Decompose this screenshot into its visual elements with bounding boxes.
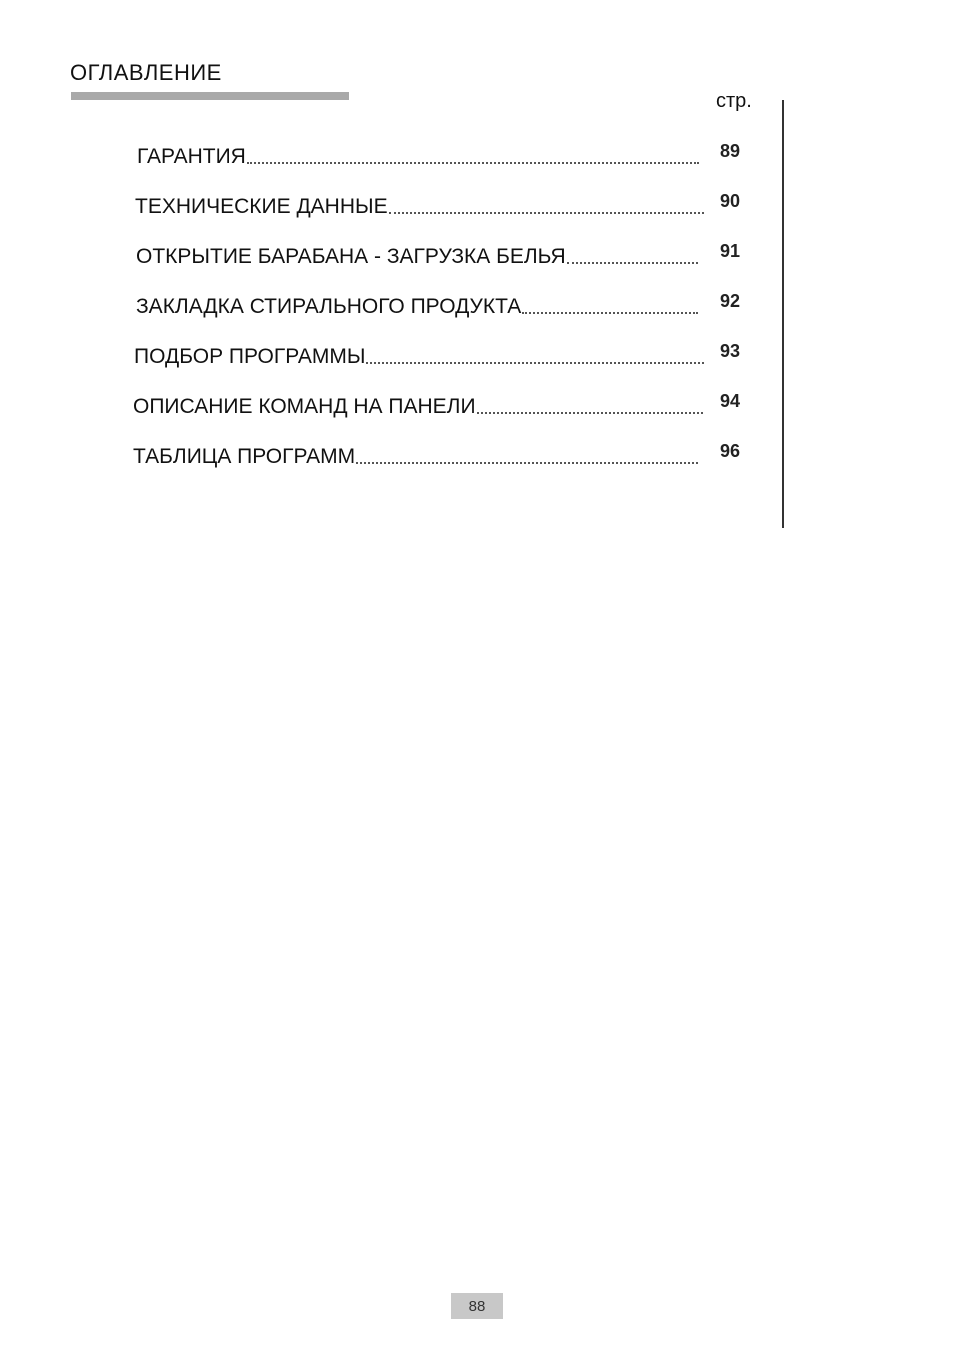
toc-entry-page: 92 xyxy=(720,291,741,311)
footer-page-number xyxy=(451,1293,503,1319)
page-title: ОГЛАВЛЕНИЕ xyxy=(70,60,222,85)
toc-entry-title: ТАБЛИЦА ПРОГРАММ xyxy=(133,445,356,468)
toc-entry-title: ТЕХНИЧЕСКИЕ ДАННЫЕ xyxy=(135,195,388,218)
toc-entry-page: 94 xyxy=(720,391,741,411)
right-vertical-rule xyxy=(782,100,784,528)
toc-dot-leader xyxy=(247,162,699,164)
page-column-label: стр. xyxy=(716,90,752,112)
toc-entry-title: ОТКРЫТИЕ БАРАБАНА - ЗАГРУЗКА БЕЛЬЯ xyxy=(136,245,566,268)
toc-entry-technical-data[interactable] xyxy=(135,187,704,217)
toc-entry-title: ЗАКЛАДКА СТИРАЛЬНОГО ПРОДУКТА xyxy=(136,295,522,318)
toc-dot-leader xyxy=(389,212,704,214)
toc-entry-detergent[interactable] xyxy=(136,287,698,317)
toc-entry-title: ПОДБОР ПРОГРАММЫ xyxy=(134,345,366,368)
toc-dot-leader xyxy=(567,262,698,264)
toc-entry-page: 96 xyxy=(720,441,741,461)
footer-page-number-text: 88 xyxy=(468,1297,486,1315)
toc-entry-title: ГАРАНТИЯ xyxy=(137,145,246,168)
toc-entry-page: 91 xyxy=(720,241,741,261)
toc-entry-guarantee[interactable] xyxy=(137,137,699,167)
toc-dot-leader xyxy=(366,362,704,364)
toc-dot-leader xyxy=(522,312,698,314)
toc-entry-page: 93 xyxy=(720,341,741,361)
toc-dot-leader xyxy=(356,462,698,464)
toc-dot-leader xyxy=(477,412,703,414)
toc-entry-program-selection[interactable] xyxy=(134,337,704,367)
toc-entry-page: 90 xyxy=(720,191,741,211)
toc-entry-program-table[interactable] xyxy=(133,437,698,467)
toc-entry-panel-commands[interactable] xyxy=(133,387,703,417)
toc-entry-title: ОПИСАНИЕ КОМАНД НА ПАНЕЛИ xyxy=(133,395,476,418)
title-underline-bar xyxy=(71,92,349,100)
toc-entry-page: 89 xyxy=(720,141,741,161)
toc-entry-drum-loading[interactable] xyxy=(136,237,698,267)
